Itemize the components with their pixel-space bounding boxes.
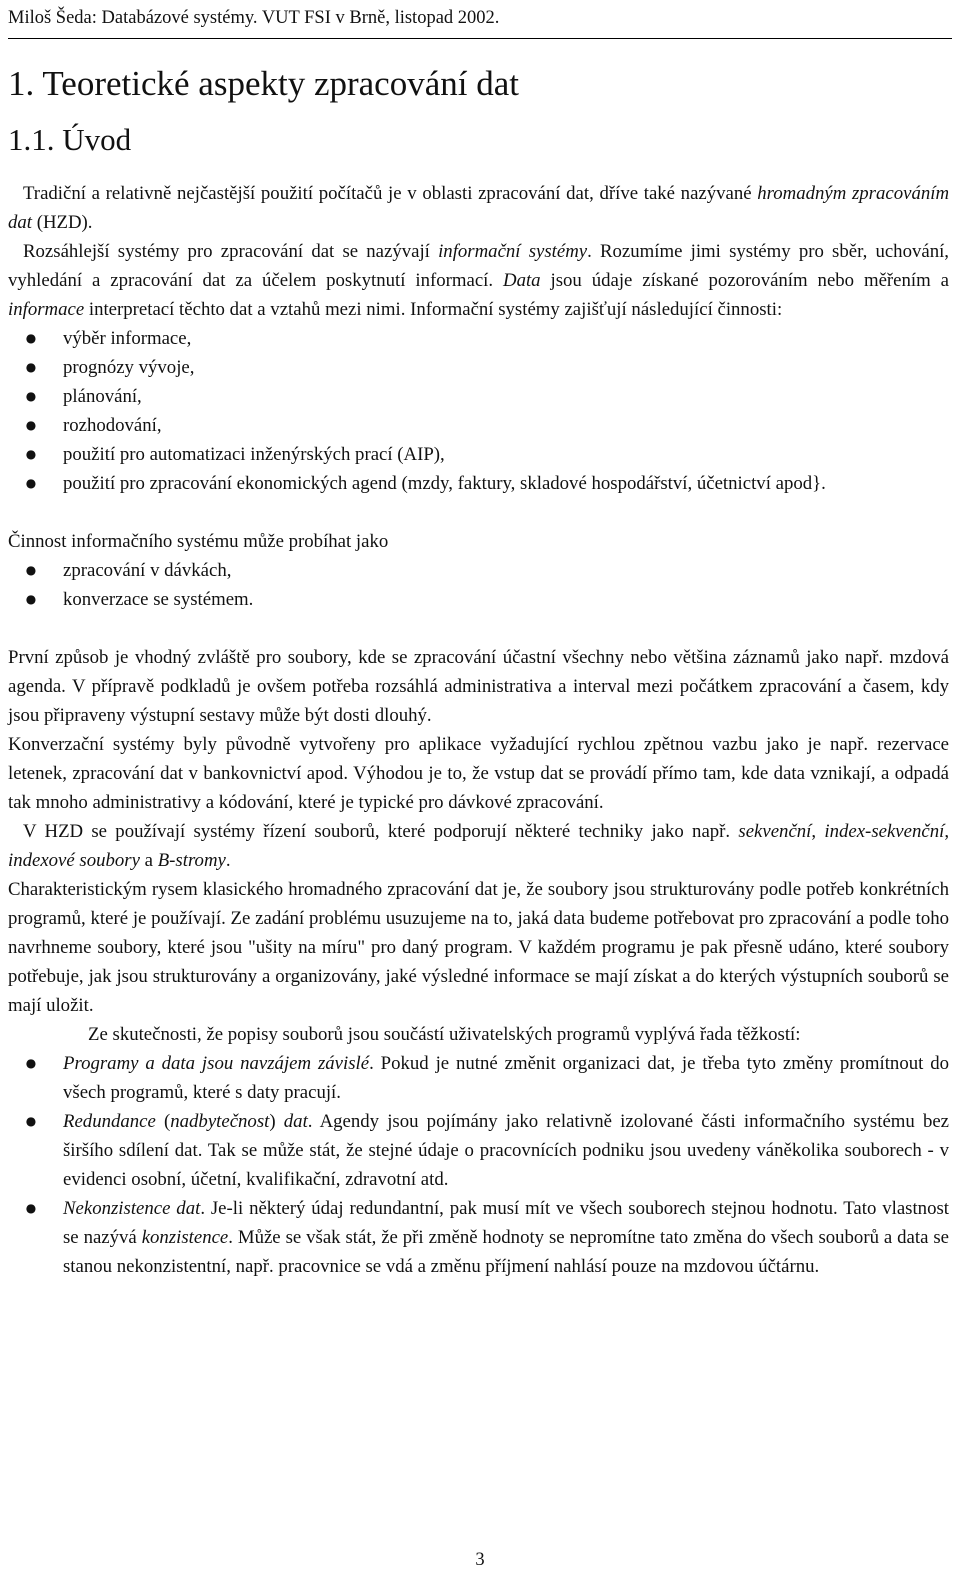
- list-item-text: konverzace se systémem.: [63, 589, 254, 610]
- list-item: [8, 585, 949, 614]
- text-run: ,: [811, 821, 825, 842]
- term-informace: informace: [8, 299, 85, 320]
- list-item: [8, 382, 949, 411]
- text-run: (: [155, 1111, 171, 1132]
- bullet-icon: ●: [25, 1114, 37, 1128]
- list-item: [8, 469, 949, 498]
- list-item: [8, 556, 949, 585]
- paragraph-conversation: Konverzační systémy byly původně vytvořeny pro aplikace vyžadující rychlou zpětnou vazbu jako je např. rezervace letenek, zpracování dat v bankovnictví apod. Výhodou je to, že vstup dat se provádí přímo tam, kde data vznikají, a odpadá tak mnoho administrativy a kódování, které je typické pro dávkové zpracování.: [8, 734, 949, 813]
- bullet-icon: ●: [25, 592, 37, 606]
- list-item: [8, 440, 949, 469]
- list-item-text: zpracování v dávkách,: [63, 560, 232, 581]
- problem-term: nadbytečnost: [170, 1111, 270, 1132]
- text-run: V HZD se používají systémy řízení souborů, které podporují některé techniky jako např.: [23, 821, 739, 842]
- modes-list: [8, 556, 949, 614]
- problem-term: dat: [283, 1111, 308, 1132]
- bullet-icon: ●: [25, 331, 37, 345]
- problems-list: [8, 1049, 949, 1281]
- text-run: . Rozumíme jimi systémy pro sběr, uchování, vyhledání a zpracování dat za účelem poskytnutí informací.: [8, 241, 949, 291]
- paragraph-characteristics: Charakteristickým rysem klasického hromadného zpracování dat je, že soubory jsou strukturovány podle potřeb konkrétních programů, které je používají. Ze zadání problému usuzujeme na to, jaká data budeme potřebovat pro zpracování a podle toho navrhneme soubory, které jsou "ušity na míru" pro daný program. V každém programu je pak přesně udáno, které soubory potřebuje, jak jsou strukturovány a organizovány, jaké výsledné informace se mají získat a do kterých výstupních souborů se mají uložit.: [8, 879, 949, 1016]
- text-run: jsou údaje získané pozorováním nebo měřením a: [540, 270, 949, 291]
- term-informacni-systemy: informační systémy: [438, 241, 588, 262]
- term-hzd: hromadným zpracováním dat: [8, 183, 950, 233]
- list-item: [8, 353, 949, 382]
- problem-term: Nekonzistence dat: [63, 1198, 201, 1219]
- bullet-icon: ●: [25, 1201, 37, 1215]
- problem-term: Programy a data jsou navzájem závislé: [63, 1053, 370, 1074]
- text-run: Tradiční a relativně nejčastější použití počítačů je v oblasti zpracování dat, dříve také nazývané: [23, 183, 758, 204]
- list-item: [8, 411, 949, 440]
- body-text: [8, 179, 949, 1281]
- bullet-icon: ●: [25, 447, 37, 461]
- spacer: [8, 614, 949, 643]
- paragraph-difficulties: Ze skutečnosti, že popisy souborů jsou součástí uživatelských programů vyplývá řada těžkostí:: [88, 1024, 801, 1045]
- term-sekvencni: sekvenční: [738, 821, 812, 842]
- list-item-text: . Agendy jsou pojímány jako relativně izolované části informačního systému bez širšího sdílení dat. Tak se může stát, že stejné údaje o pracovnících podniku jsou uvedeny váněkolika souborech - v evidenci osobní, účetní, kvalifikační, zdravotní atd.: [63, 1111, 950, 1190]
- text-run: .: [225, 850, 231, 871]
- list-item-text: použití pro automatizaci inženýrských prací (AIP),: [63, 444, 445, 465]
- paragraph-hzd: [8, 817, 949, 875]
- bullet-icon: ●: [25, 389, 37, 403]
- term-b-stromy: B-stromy: [157, 850, 226, 871]
- spacer: [8, 498, 949, 527]
- running-header: Miloš Šeda: Databázové systémy. VUT FSI v Brně, listopad 2002.: [8, 8, 500, 28]
- list-item: [8, 1194, 949, 1281]
- chapter-title: 1. Teoretické aspekty zpracování dat: [8, 64, 519, 103]
- text-run: ): [269, 1111, 284, 1132]
- modes-intro: Činnost informačního systému může probíhat jako: [8, 531, 389, 552]
- bullet-icon: ●: [25, 563, 37, 577]
- list-item: [8, 1107, 949, 1194]
- intro-paragraph-2: [8, 237, 949, 324]
- intro-paragraph-1: [8, 179, 949, 237]
- list-item-text: . Pokud je nutné změnit organizaci dat, je třeba tyto změny promítnout do všech programů, které s daty pracují.: [63, 1053, 949, 1103]
- problem-term: Redundance: [63, 1111, 156, 1132]
- term-indexove-soubory: indexové soubory: [8, 850, 140, 871]
- activities-list: [8, 324, 949, 498]
- text-run: Rozsáhlejší systémy pro zpracování dat se nazývají: [23, 241, 439, 262]
- term-index-sekvencni: index-sekvenční: [824, 821, 945, 842]
- text-run: ,: [944, 821, 950, 842]
- text-run: a: [139, 850, 158, 871]
- list-item: [8, 324, 949, 353]
- bullet-icon: ●: [25, 418, 37, 432]
- list-item-text: plánování,: [63, 386, 142, 407]
- section-title: 1.1. Úvod: [8, 122, 132, 157]
- paragraph-batch: První způsob je vhodný zvláště pro soubory, kde se zpracování účastní všechny nebo většina záznamů jako např. mzdová agenda. V přípravě podkladů je ovšem potřeba rozsáhlá administrativa a interval mezi počátkem zpracování a časem, kdy jsou připraveny výstupní sestavy může být dosti dlouhý.: [8, 647, 949, 726]
- text-run: (HZD).: [32, 212, 93, 233]
- page-number: 3: [475, 1550, 485, 1570]
- text-run: interpretací těchto dat a vztahů mezi nimi. Informační systémy zajišťují následující činnosti:: [84, 299, 783, 320]
- header-rule: [8, 38, 952, 39]
- list-item-text: . Může se však stát, že při změně hodnoty se nepromítne tato změna do všech souborů a data se stanou nekonzistentní, např. pracovnice se vdá a změnu příjmení nahlásí pouze na mzdovou účtárnu.: [63, 1227, 949, 1277]
- bullet-icon: ●: [25, 360, 37, 374]
- list-item-text: prognózy vývoje,: [63, 357, 195, 378]
- bullet-icon: ●: [25, 1056, 37, 1070]
- bullet-icon: ●: [25, 476, 37, 490]
- list-item-text: rozhodování,: [63, 415, 162, 436]
- list-item-text: . Je-li některý údaj redundantní, pak musí mít ve všech souborech stejnou hodnotu. Tato vlastnost se nazývá: [63, 1198, 949, 1248]
- list-item: [8, 1049, 949, 1107]
- term-data: Data: [503, 270, 541, 291]
- problem-term: konzistence: [141, 1227, 229, 1248]
- list-item-text: použití pro zpracování ekonomických agend (mzdy, faktury, skladové hospodářství, účetnictví apod}.: [63, 473, 826, 494]
- list-item-text: výběr informace,: [63, 328, 192, 349]
